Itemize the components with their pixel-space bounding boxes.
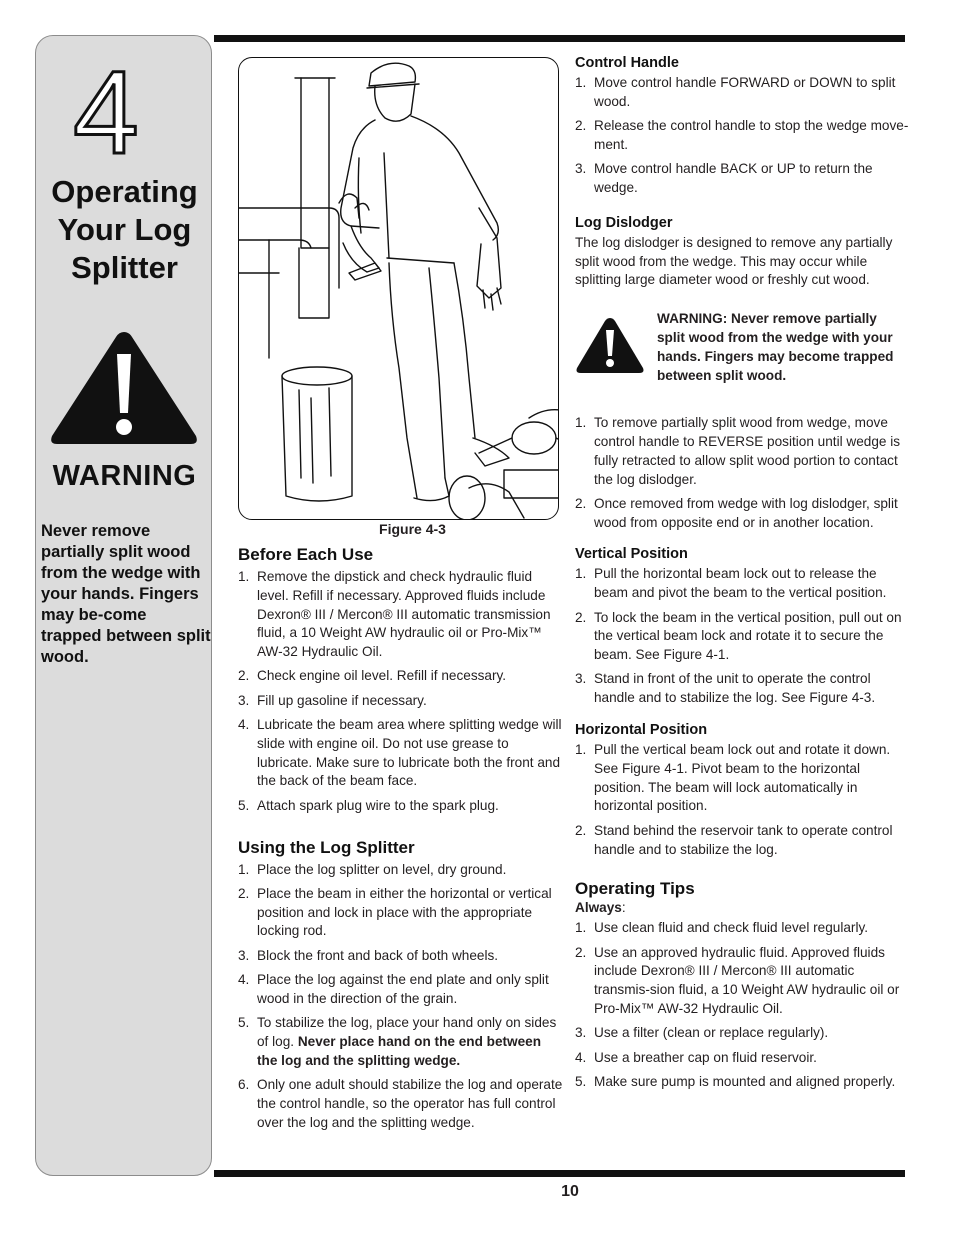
left-column	[238, 545, 563, 1138]
list-item: 1. Pull the vertical beam lock out and rotate it down. See Figure 4-1. Pivot beam to the horizontal position. The beam will lock automatically in horizontal position.	[575, 742, 891, 814]
list-item: 1. Pull the horizontal beam lock out to release the beam and pivot the beam to the vertical position.	[575, 566, 887, 601]
sidebar-warning-text: Never remove partially split wood from the wedge with your hands. Fingers may be-come trapped between split wood.	[41, 522, 211, 666]
step-text: Place the log splitter on level, dry ground.	[257, 861, 507, 877]
step-text: Use a filter (clean or replace regularly).	[594, 1025, 829, 1041]
step-text: To stabilize the log, place your hand only on sides of log.	[257, 1015, 557, 1049]
list-item: 1. Remove the dipstick and check hydraulic fluid level. Refill if necessary. Approved fluids include Dexron® III / Mercon® III automatic transmission fluid, a 10 Weight AW hydraulic oil or Pro-Mix™ AW-32 Hydraulic Oil.	[238, 569, 551, 660]
step-text: Fill up gasoline if necessary.	[257, 692, 427, 708]
section-heading-horizontal-position: Horizontal Position	[575, 722, 708, 739]
list-item: 2. Once removed from wedge with log dislodger, split wood from opposite end or in another location.	[575, 495, 898, 530]
step-text: Use a breather cap on fluid reservoir.	[594, 1049, 817, 1065]
chapter-number: 4	[73, 47, 139, 179]
control-handle-steps	[575, 74, 910, 198]
section-heading-log-dislodger: Log Dislodger	[575, 214, 673, 231]
step-text: Pull the horizontal beam lock out to release the beam and pivot the beam to the vertical position.	[594, 566, 887, 601]
step-text: Place the log against the end plate and only split wood in the direction of the grain.	[257, 972, 549, 1006]
step-text: Stand in front of the unit to operate the control handle and to stabilize the log. See Figure 4-3.	[594, 671, 876, 706]
step-text: To lock the beam in the vertical position, pull out on the vertical beam lock and rotate it to secure the beam. See Figure 4-1.	[594, 609, 902, 663]
list-item: 2. Use an approved hydraulic fluid. Approved fluids include Dexron® III / Mercon® III automatic transmis-sion fluid, a 10 Weight AW hydraulic oil or Pro-Mix™ AW-32 Hydraulic Oil.	[575, 944, 900, 1016]
chapter-title-line: Your Log	[57, 212, 192, 247]
step-text: Move control handle BACK or UP to return the wedge.	[594, 161, 873, 195]
log-dislodger-steps	[575, 414, 910, 532]
list-item: 1. To remove partially split wood from wedge, move control handle to REVERSE position until wedge is fully retracted to allow split wood portion to contact the log dislodger.	[575, 415, 901, 487]
step-text: Use clean fluid and check fluid level regularly.	[594, 920, 869, 936]
step-text: Remove the dipstick and check hydraulic fluid level. Refill if necessary. Approved fluids include Dexron® III / Mercon® III automatic transmission fluid, a 10 Weight AW hydraulic oil or Pro-Mix™ AW-32 Hydraulic Oil.	[257, 569, 551, 660]
list-item: 3. Use a filter (clean or replace regularly).	[575, 1025, 829, 1041]
inline-warning-text: WARNING: Never remove partially split wood from the wedge with your hands. Fingers may become trapped between split wood.	[657, 311, 894, 383]
chapter-title-line: Splitter	[71, 250, 178, 285]
step-bold-warning: Never place hand on the end between the log and the splitting wedge.	[257, 1033, 542, 1068]
horizontal-position-steps	[575, 741, 910, 859]
vertical-position-steps	[575, 565, 910, 708]
list-item: 2. Stand behind the reservoir tank to operate control handle and to stabilize the log.	[575, 822, 893, 857]
list-item: 4. Use a breather cap on fluid reservoir.	[575, 1049, 817, 1065]
chapter-title-line: Operating	[51, 174, 198, 209]
step-text: Pull the vertical beam lock out and rotate it down. See Figure 4-1. Pivot beam to the horizontal position. The beam will lock automatically in horizontal position.	[594, 742, 891, 814]
section-heading-control-handle: Control Handle	[575, 55, 679, 71]
step-text: Once removed from wedge with log dislodger, split wood from opposite end or in another location.	[594, 495, 898, 530]
before-each-use-steps	[238, 568, 563, 816]
step-text: Use an approved hydraulic fluid. Approved fluids include Dexron® III / Mercon® III automatic transmis-sion fluid, a 10 Weight AW hydraulic oil or Pro-Mix™ AW-32 Hydraulic Oil.	[594, 944, 900, 1016]
list-item: 2. Place the beam in either the horizontal or vertical position and lock in place with the appropriate locking rod.	[238, 885, 552, 939]
list-item: 2. Check engine oil level. Refill if necessary.	[238, 668, 507, 684]
step-text: Only one adult should stabilize the log and operate the control handle, so the operator has full control over the log and the splitting wedge.	[257, 1077, 563, 1130]
list-item: 3. Fill up gasoline if necessary.	[238, 692, 427, 708]
list-item: 3. Block the front and back of both wheels.	[238, 947, 499, 963]
inline-warning	[575, 310, 910, 390]
step-text: Place the beam in either the horizontal or vertical position and lock in place with the appropriate locking rod.	[257, 885, 552, 939]
log-dislodger-description: The log dislodger is designed to remove any partially split wood from the wedge. This may occur while splitting large diameter wood or freshly cut wood.	[575, 234, 893, 288]
step-text: Check engine oil level. Refill if necessary.	[257, 668, 507, 684]
list-item: 2. Release the control handle to stop the wedge move-ment.	[575, 118, 909, 152]
list-item: 5. To stabilize the log, place your hand only on sides of log. Never place hand on the end between the log and the splitting wedge.	[238, 1015, 557, 1068]
list-item: 1. Move control handle FORWARD or DOWN to split wood.	[575, 75, 896, 109]
exclamation-triangle-icon	[48, 328, 200, 448]
section-heading-using-log-splitter: Using the Log Splitter	[238, 837, 415, 857]
list-item: 3. Stand in front of the unit to operate the control handle and to stabilize the log. See Figure 4-3.	[575, 671, 876, 706]
page-number: 10	[561, 1183, 579, 1200]
exclamation-triangle-icon	[575, 316, 645, 374]
step-text: Attach spark plug wire to the spark plug.	[257, 797, 499, 813]
list-item: 3. Move control handle BACK or UP to return the wedge.	[575, 161, 873, 195]
list-item: 5. Make sure pump is mounted and aligned properly.	[575, 1073, 896, 1089]
step-text: Release the control handle to stop the wedge move-ment.	[594, 118, 909, 152]
chapter-sidebar	[35, 35, 212, 1176]
operating-tips-always: Always:	[575, 900, 626, 916]
list-item: 4. Place the log against the end plate and only split wood in the direction of the grain.	[238, 972, 549, 1006]
section-heading-operating-tips: Operating Tips	[575, 879, 695, 899]
step-text: Stand behind the reservoir tank to operate control handle and to stabilize the log.	[594, 822, 893, 857]
step-text: To remove partially split wood from wedge, move control handle to REVERSE position until wedge is fully retracted to allow split wood portion to contact the log dislodger.	[594, 415, 901, 487]
list-item: 1. Place the log splitter on level, dry ground.	[238, 861, 507, 877]
figure-illustration	[238, 57, 559, 520]
list-item: 4. Lubricate the beam area where splitting wedge will slide with engine oil. Do not use grease to lubricate. Make sure to lubricate both the front and the back of the beam face.	[238, 717, 562, 789]
step-text: Lubricate the beam area where splitting wedge will slide with engine oil. Do not use grease to lubricate. Make sure to lubricate both the front and the back of the beam face.	[257, 717, 562, 789]
figure-caption: Figure 4-3	[379, 521, 446, 537]
list-item: 6. Only one adult should stabilize the log and operate the control handle, so the operator has full control over the log and the splitting wedge.	[238, 1077, 563, 1130]
bottom-rule	[214, 1170, 905, 1177]
step-text: Move control handle FORWARD or DOWN to split wood.	[594, 75, 896, 109]
operating-tips-steps	[575, 919, 910, 1091]
chapter-title	[36, 173, 213, 287]
right-column	[575, 55, 910, 1097]
operator-at-log-splitter-illustration	[239, 58, 559, 520]
list-item: 2. To lock the beam in the vertical position, pull out on the vertical beam lock and rotate it to secure the beam. See Figure 4-1.	[575, 609, 902, 663]
step-text: Make sure pump is mounted and aligned properly.	[594, 1073, 896, 1089]
step-text: Block the front and back of both wheels.	[257, 947, 499, 963]
always-label: Always	[575, 900, 622, 916]
top-rule	[214, 35, 905, 42]
section-heading-before-each-use: Before Each Use	[238, 545, 374, 564]
using-steps	[238, 861, 563, 1133]
section-heading-vertical-position: Vertical Position	[575, 546, 688, 563]
warning-heading: WARNING	[52, 460, 197, 492]
list-item: 5. Attach spark plug wire to the spark plug.	[238, 797, 499, 813]
list-item: 1. Use clean fluid and check fluid level regularly.	[575, 920, 869, 936]
